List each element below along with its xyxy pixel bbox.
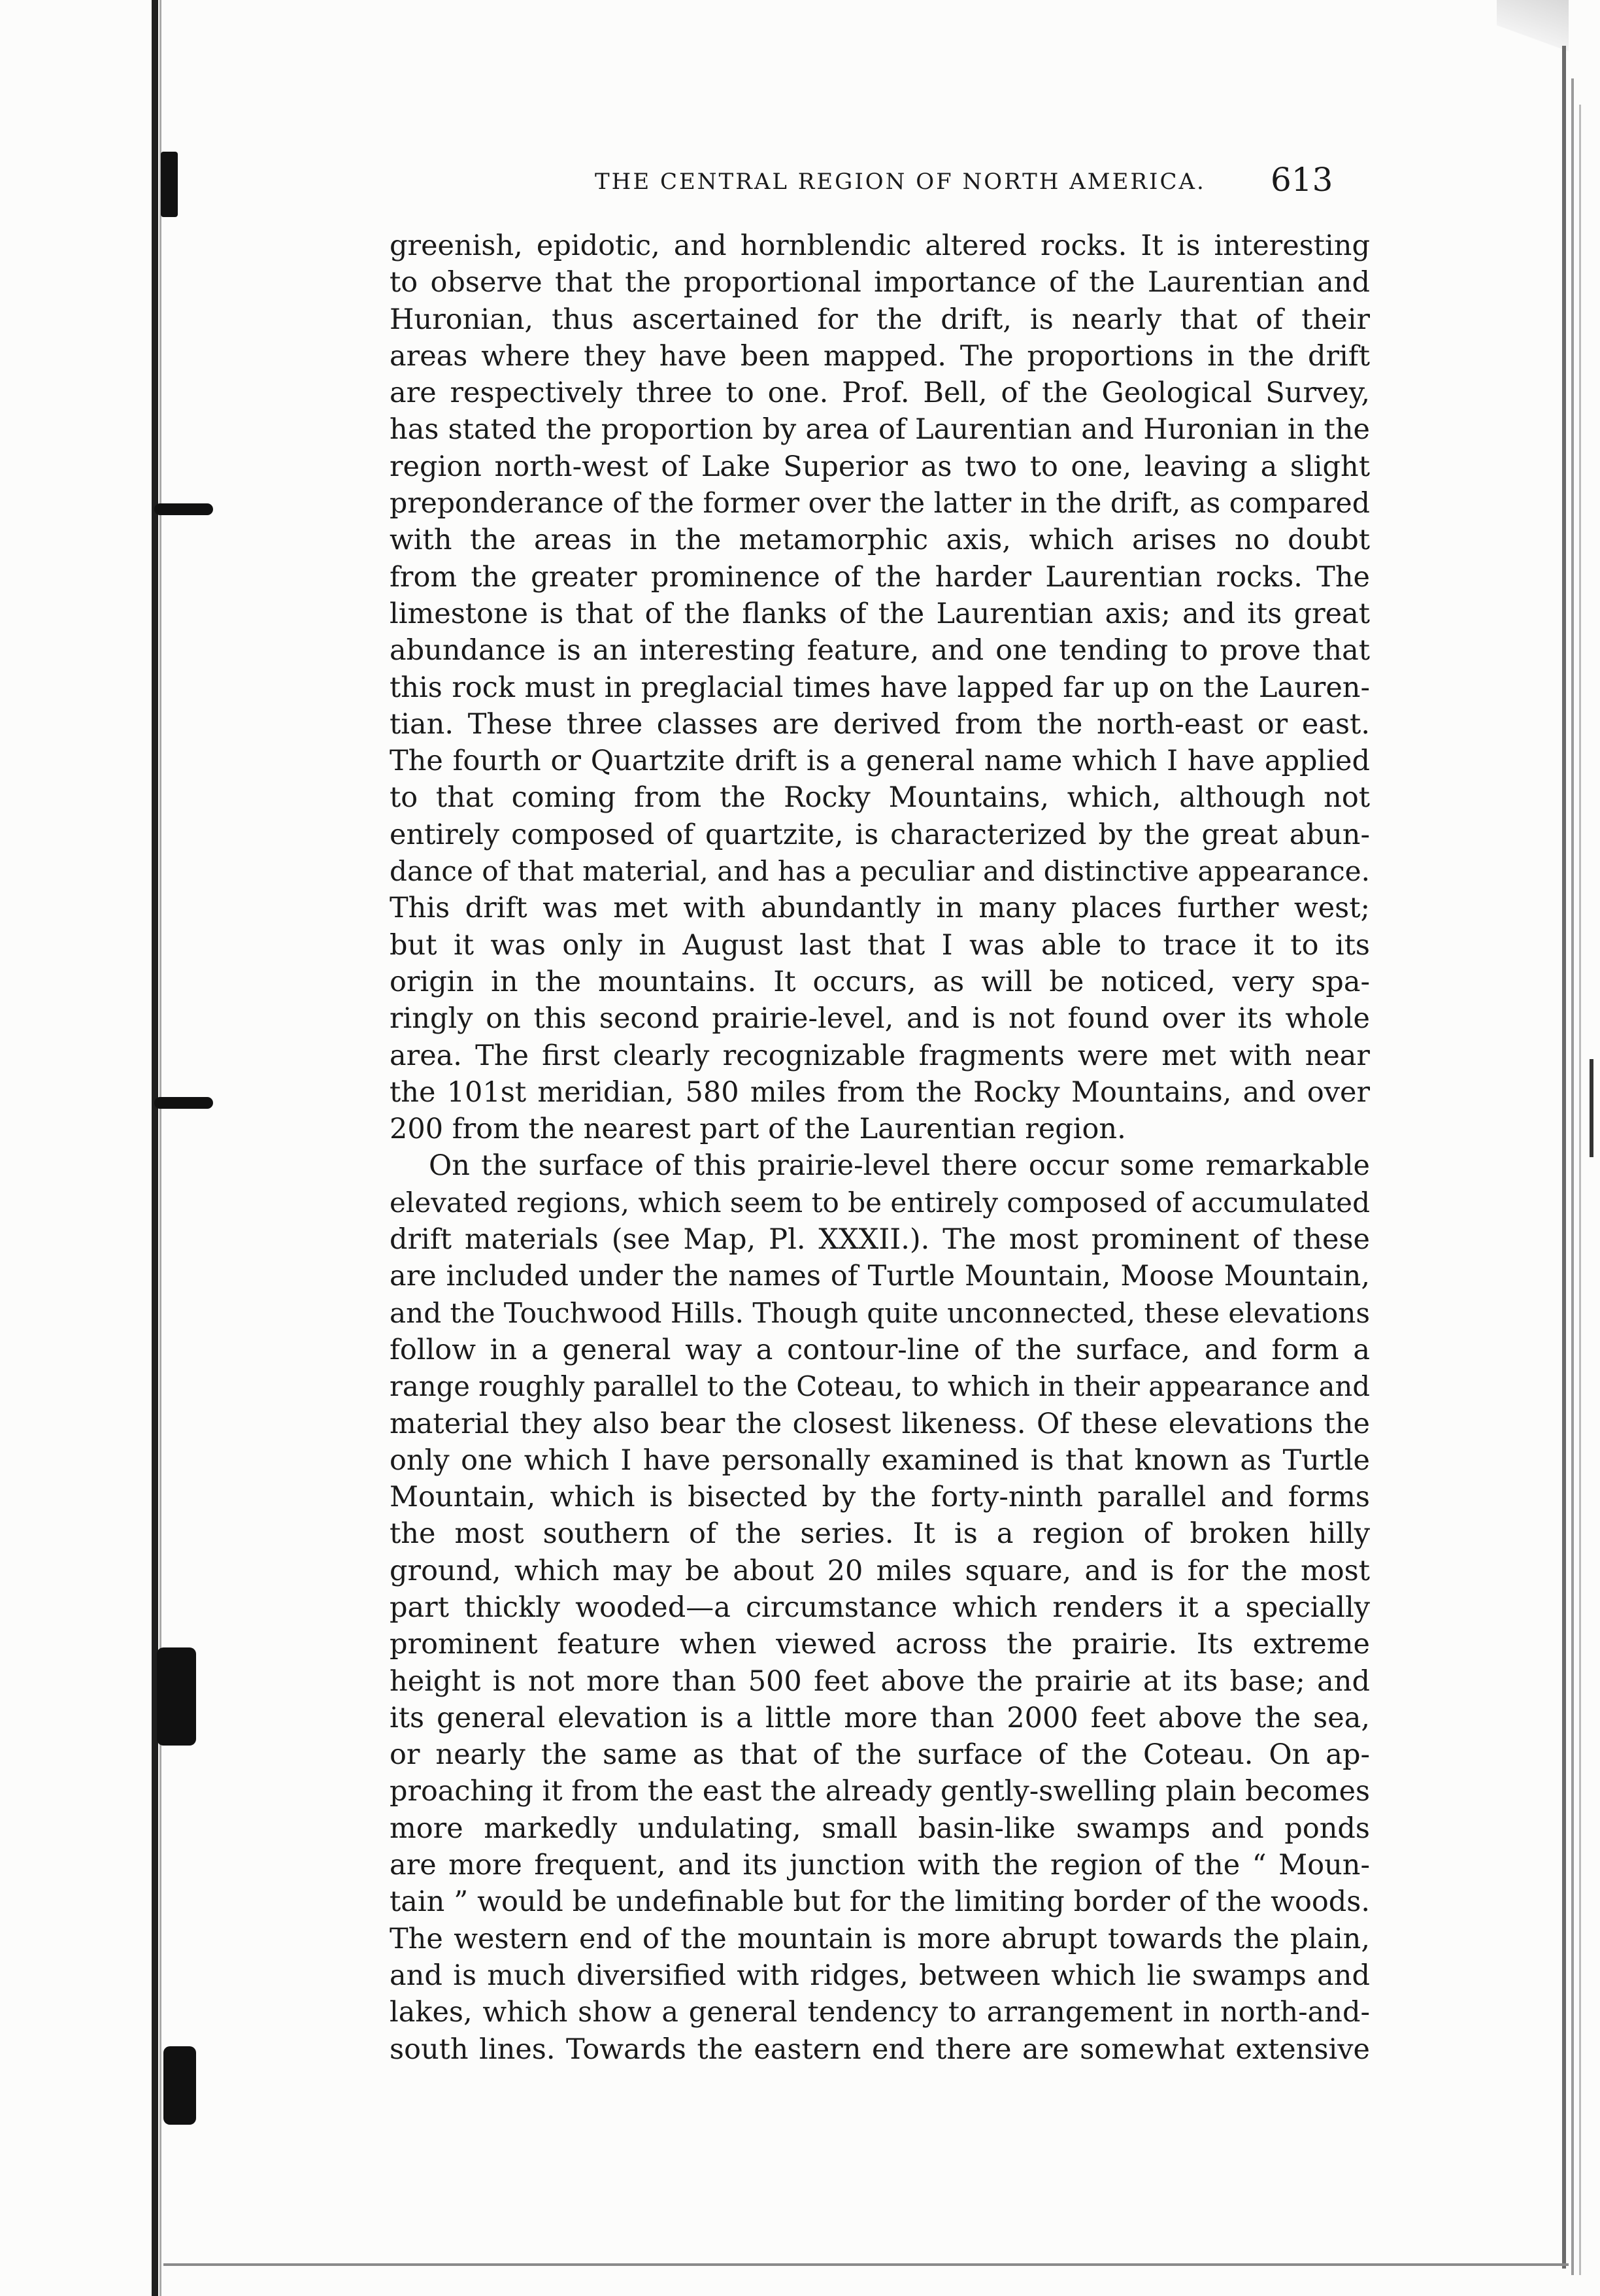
text-line: entirely composed of quartzite, is characterized by the great abun- [390,818,1370,851]
binding-gutter-shadow [159,0,161,2296]
running-head: THE CENTRAL REGION OF NORTH AMERICA. [595,169,1206,195]
text-line: follow in a general way a contour-line of the surface, and form a [390,1333,1370,1366]
text-line: range roughly parallel to the Coteau, to which in their appearance and [390,1370,1370,1403]
text-line: the most southern of the series. It is a region of broken hilly [390,1517,1370,1551]
text-line: more markedly undulating, small basin-like swamps and ponds [390,1812,1370,1845]
binding-stitch [157,1647,196,1746]
text-line: but it was only in August last that I was able to trace it to its [390,928,1370,962]
text-line: proaching it from the east the already gently-swelling plain becomes [390,1775,1370,1808]
page-edge-right [1562,46,1566,2269]
text-line: or nearly the same as that of the surface of the Coteau. On ap- [390,1738,1370,1772]
binding-stitch [163,2046,196,2125]
text-line: limestone is that of the flanks of the Laurentian axis; and its great [390,597,1370,630]
text-line: its general elevation is a little more than 2000 feet above the sea, [390,1701,1370,1734]
text-line: material they also bear the closest likeness. Of these elevations the [390,1407,1370,1440]
text-line: are included under the names of Turtle Mountain, Moose Mountain, [390,1260,1370,1293]
text-line: Mountain, which is bisected by the forty-ninth parallel and forms [390,1481,1370,1514]
body-text [390,228,1370,2068]
text-line: ground, which may be about 20 miles square, and is for the most [390,1554,1370,1587]
text-line: the 101st meridian, 580 miles from the Rocky Mountains, and over [390,1075,1370,1109]
binding-gutter [152,0,158,2296]
text-line: from the greater prominence of the harder Laurentian rocks. The [390,560,1370,594]
text-line: prominent feature when viewed across the prairie. Its extreme [390,1628,1370,1661]
text-line: area. The first clearly recognizable fragments were met with near [390,1039,1370,1072]
binding-stitch [161,152,178,217]
page-edge-mark [1590,1059,1593,1157]
text-line: with the areas in the metamorphic axis, which arises no doubt [390,524,1370,557]
page-number: 613 [1271,161,1333,199]
page-corner-fold [1497,0,1569,59]
text-line: greenish, epidotic, and hornblendic altered rocks. It is interesting [390,229,1370,262]
text-line: tain ” would be undefinable but for the limiting border of the woods. [390,1885,1370,1919]
text-line: elevated regions, which seem to be entirely composed of accumulated [390,1186,1370,1219]
text-line: preponderance of the former over the latter in the drift, as compared [390,487,1370,520]
text-line: 200 from the nearest part of the Laurentian region. [390,1113,1126,1146]
page-edge-bottom [163,2263,1569,2266]
text-line: this rock must in preglacial times have lapped far up on the Lauren- [390,671,1370,704]
page-edge-right [1571,78,1574,2275]
text-line: only one which I have personally examined is that known as Turtle [390,1443,1370,1477]
text-line: part thickly wooded—a circumstance which renders it a specially [390,1591,1370,1624]
text-line: and is much diversified with ridges, between which lie swamps and [390,1959,1370,1992]
text-line: areas where they have been mapped. The proportions in the drift [390,339,1370,373]
binding-stitch [154,503,213,515]
text-line: to that coming from the Rocky Mountains, which, although not [390,781,1370,815]
text-line: origin in the mountains. It occurs, as will be noticed, very spa- [390,965,1370,998]
text-line: On the surface of this prairie-level there occur some remarkable [429,1149,1370,1183]
text-line: drift materials (see Map, Pl. XXXII.). The most prominent of these [390,1223,1370,1257]
text-line: to observe that the proportional importance of the Laurentian and [390,266,1370,299]
text-line: height is not more than 500 feet above the prairie at its base; and [390,1664,1370,1698]
text-line: tian. These three classes are derived from the north-east or east. [390,707,1370,741]
text-line: has stated the proportion by area of Laurentian and Huronian in the [390,413,1370,447]
text-line: are more frequent, and its junction with the region of the “ Moun- [390,1849,1370,1882]
text-line: abundance is an interesting feature, and one tending to prove that [390,634,1370,667]
page-edge-right [1579,105,1581,2275]
text-line: The fourth or Quartzite drift is a general name which I have applied [390,745,1370,778]
text-line: The western end of the mountain is more abrupt towards the plain, [390,1922,1370,1955]
text-line: are respectively three to one. Prof. Bell, of the Geological Survey, [390,377,1370,410]
text-line: Huronian, thus ascertained for the drift, is nearly that of their [390,303,1370,336]
text-line: and the Touchwood Hills. Though quite unconnected, these elevations [390,1296,1370,1329]
text-line: This drift was met with abundantly in many places further west; [390,892,1370,925]
binding-stitch [154,1097,213,1109]
text-line: south lines. Towards the eastern end there are somewhat extensive [390,2033,1370,2066]
text-line: lakes, which show a general tendency to arrangement in north-and- [390,1996,1370,2029]
text-line: ringly on this second prairie-level, and is not found over its whole [390,1002,1370,1036]
text-line: dance of that material, and has a peculiar and distinctive appearance. [390,855,1370,888]
text-line: region north-west of Lake Superior as two to one, leaving a slight [390,450,1370,483]
